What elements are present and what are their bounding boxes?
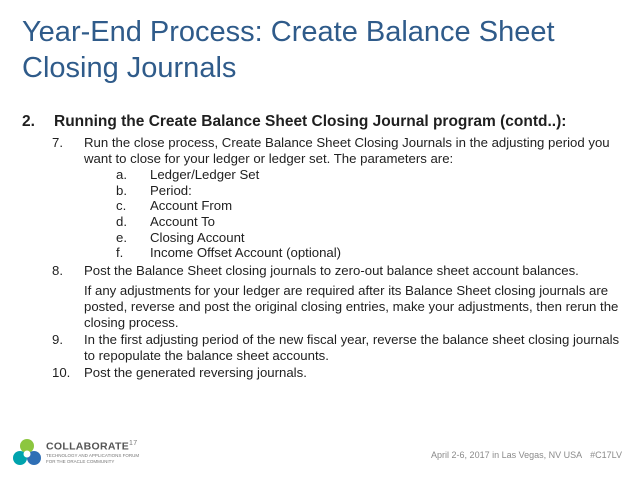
list-item-number: 7. [52,135,63,150]
parameter-item [84,245,622,261]
logo-superscript: 17 [129,440,138,447]
parameter-text: Period: [150,182,192,198]
logo-tagline-line-1: TECHNOLOGY AND APPLICATIONS FORUM [46,453,140,458]
parameter-item [84,183,622,199]
collaborate-logo [12,438,212,470]
list-item-note: If any adjustments for your ledger are required after its Balance Sheet closing journals are posted, reverse and post the original closing entries, make your adjustments, then rerun the closing process. [84,283,619,330]
collaborate-logo-icon [12,438,42,468]
parameter-letter: f. [116,245,124,261]
list-item [22,263,622,330]
parameter-text: Income Offset Account (optional) [150,245,342,261]
parameter-text: Account From [150,198,233,214]
parameter-text: Closing Account [150,229,245,245]
slide-title [22,14,622,86]
section-heading [22,112,622,132]
parameter-item [84,167,622,183]
logo-tagline [46,453,139,464]
list-item-text: Post the Balance Sheet closing journals to zero-out balance sheet account balances. [84,262,579,278]
list-item [22,332,622,363]
logo-name [46,440,137,453]
parameter-text: Ledger/Ledger Set [150,167,260,183]
parameter-item [84,198,622,214]
list-item-text: Post the generated reversing journals. [84,365,307,381]
parameter-list [84,167,622,261]
hashtag: #C17LV [590,450,622,460]
slide-body [22,112,622,383]
parameter-letter: a. [116,167,127,183]
logo-name-text: COLLABORATE [46,440,130,453]
list-item-text: In the first adjusting period of the new fiscal year, reverse the balance sheet closing journals to repopulate the balance sheet accounts. [84,332,620,363]
slide-title-line-1: Year-End Process: Create Balance Sheet [22,16,555,48]
footer-info [431,450,622,460]
list-item [22,135,622,261]
parameter-letter: c. [116,198,127,214]
parameter-letter: d. [116,213,127,229]
list-item-number: 9. [52,332,63,348]
list-item-text: Run the close process, Create Balance Sheet Closing Journals in the adjusting period you want to close for your ledger or ledger set. The parameters are: [84,135,610,166]
parameter-text: Account To [150,213,216,229]
slide-title-line-2: Closing Journals [22,52,237,84]
parameter-letter: b. [116,182,127,198]
logo-tagline-line-2: FOR THE ORACLE COMMUNITY [46,458,115,464]
parameter-item [84,214,622,230]
parameter-letter: e. [116,229,127,245]
section-number: 2. [22,113,35,130]
parameter-item [84,230,622,246]
list-item-number: 10. [52,365,71,381]
list-item [22,365,622,381]
section-heading-text: Running the Create Balance Sheet Closing Journal program (contd..): [54,113,567,130]
list-item-number: 8. [52,262,63,278]
event-info: April 2-6, 2017 in Las Vegas, NV USA [431,450,583,460]
